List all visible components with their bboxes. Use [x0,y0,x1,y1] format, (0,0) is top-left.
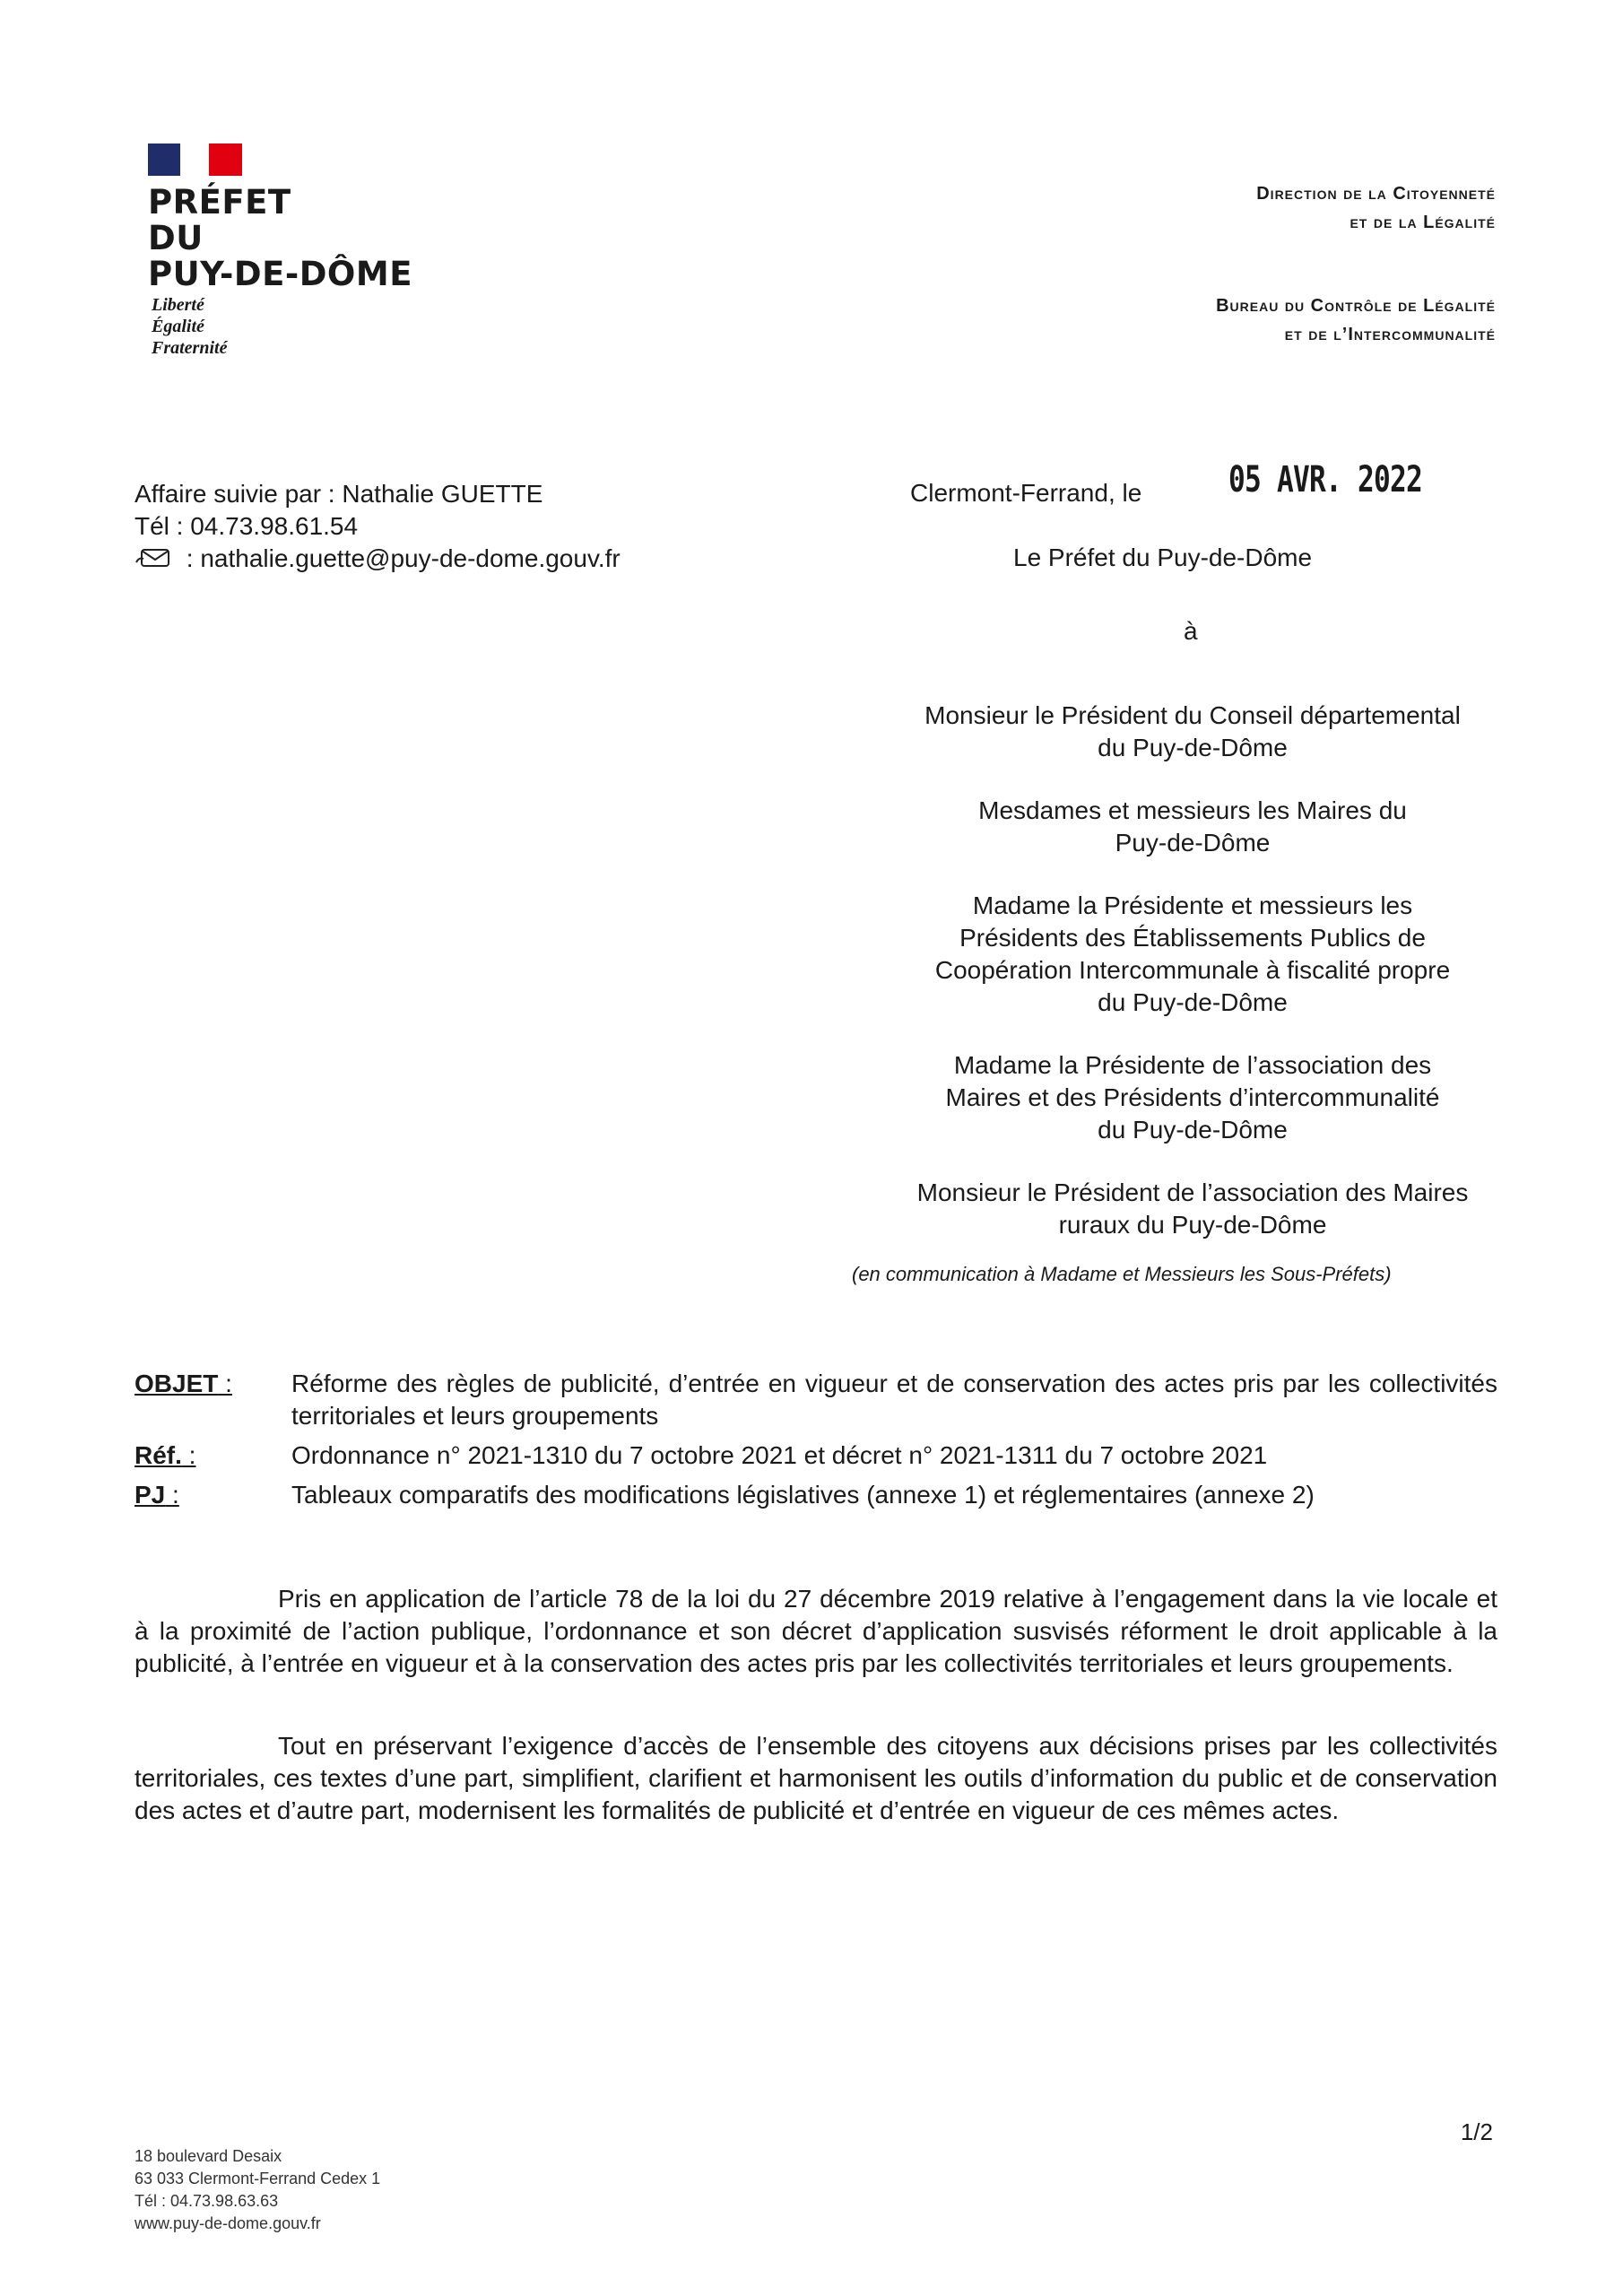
objet-text: Réforme des règles de publicité, d’entrée en vigueur et de conservation des actes pris par les collectivités territoriales et leurs groupements [291,1370,1497,1430]
pj-row [135,1479,1497,1511]
logo-title-line: PRÉFET [148,183,291,222]
recipient [879,700,1506,764]
contact-tel: Tél : 04.73.98.61.54 [135,512,359,540]
recipient-line: Madame la Présidente et messieurs les [972,891,1413,919]
bureau-line: Bureau du Contrôle de Légalité [1216,296,1496,316]
page-number: 1/2 [1460,2118,1493,2145]
pj-label: PJ : [135,1481,179,1509]
motto-line: Égalité [152,317,204,336]
footer-tel: Tél : 04.73.98.63.63 [135,2192,279,2210]
bureau-line: et de l’Intercommunalité [1284,325,1496,344]
logo-title-line: DU [148,219,204,257]
recipient [879,1049,1506,1146]
body-paragraph: Tout en préservant l’exigence d’accès de l’ensemble des citoyens aux décisions prises par les collectivités territoriales, ces textes d’une part, simplifient, clarifient et harmonisent les outils d’information du public et de conservation des actes et d’autre part, modernisent les formalités de publicité et d’entrée en vigueur de ces mêmes actes. [135,1732,1497,1824]
logo-motto [152,294,417,359]
recipient [879,890,1506,1019]
contact-email[interactable]: : nathalie.guette@puy-de-dome.gouv.fr [186,544,621,572]
body-paragraph: Pris en application de l’article 78 de la loi du 27 décembre 2019 relative à l’engagement dans la vie locale et à la proximité de l’action publique, l’ordonnance et son décret d’application susvisés réforment le droit applicable à la publicité, à l’entrée en vigueur et à la conservation des actes pris par les collectivités territoriales et leurs groupements. [135,1585,1497,1677]
recipient-line: Mesdames et messieurs les Maires du [978,796,1407,824]
object-block [135,1368,1497,1518]
ref-text: Ordonnance n° 2021-1310 du 7 octobre 2021 et décret n° 2021-1311 du 7 octobre 2021 [291,1441,1268,1469]
mail-icon [135,545,179,569]
ref-row [135,1439,1497,1472]
objet-row [135,1368,1497,1432]
logo-title-line: PUY-DE-DÔME [148,255,412,293]
footer-website[interactable]: www.puy-de-dome.gouv.fr [135,2214,321,2232]
direction-line: et de la Légalité [1350,213,1496,232]
pj-text: Tableaux comparatifs des modifications législatives (annexe 1) et réglementaires (annexe 2) [291,1481,1315,1509]
logo-title [148,185,417,292]
recipient-line: Puy-de-Dôme [1115,829,1271,857]
recipients-list [879,700,1506,1272]
motto-line: Fraternité [152,338,228,358]
contact-block [135,478,621,575]
sender: Le Préfet du Puy-de-Dôme [1013,544,1313,571]
recipient [879,1177,1506,1241]
recipient-line: du Puy-de-Dôme [1098,988,1288,1016]
recipient-line: ruraux du Puy-de-Dôme [1058,1211,1327,1239]
recipient-preposition: à [1184,617,1198,645]
french-flag-icon [148,144,242,176]
recipient-line: du Puy-de-Dôme [1098,1116,1288,1144]
letter-body [135,1583,1497,1877]
recipient-line: Maires et des Présidents d’intercommunalité [945,1083,1440,1111]
direction-header [1256,179,1496,237]
date-stamp: 05 AVR. 2022 [1228,459,1423,500]
footer-city: 63 033 Clermont-Ferrand Cedex 1 [135,2170,381,2187]
copy-notice: (en communication à Madame et Messieurs les Sous-Préfets) [852,1263,1392,1285]
direction-line: Direction de la Citoyenneté [1256,184,1496,204]
recipient-line: du Puy-de-Dôme [1098,734,1288,761]
contact-email-row [135,543,621,575]
recipient-line: Madame la Présidente de l’association des [953,1051,1432,1079]
recipient-line: Coopération Intercommunale à fiscalité propre [934,956,1451,984]
bureau-header [1216,291,1496,349]
recipient-line: Monsieur le Président du Conseil départemental [924,701,1461,729]
motto-line: Liberté [152,295,204,315]
place-line: Clermont-Ferrand, le [910,479,1142,507]
affaire-suivie: Affaire suivie par : Nathalie GUETTE [135,480,543,508]
footer-address [135,2145,380,2235]
objet-label: OBJET : [135,1370,232,1397]
prefecture-logo [148,144,417,359]
recipient-line: Monsieur le Président de l’association des Maires [916,1178,1469,1206]
footer-street: 18 boulevard Desaix [135,2147,282,2165]
recipient [879,795,1506,859]
ref-label: Réf. : [135,1441,196,1469]
recipient-line: Présidents des Établissements Publics de [959,924,1426,952]
